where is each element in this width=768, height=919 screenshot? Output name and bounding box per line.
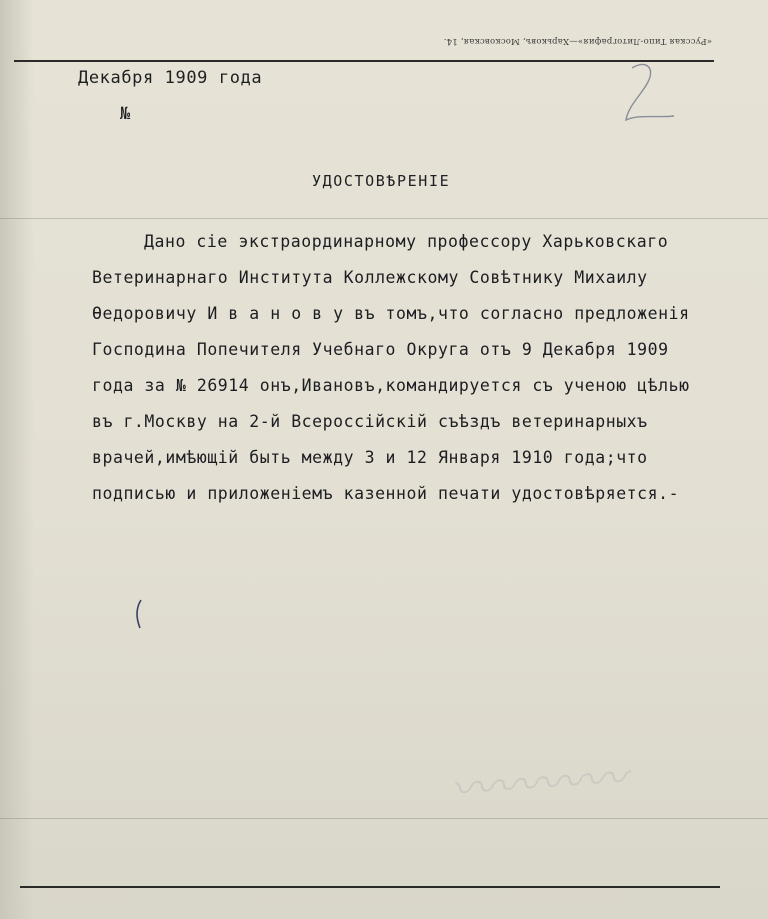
pencil-mark bbox=[618, 58, 682, 130]
bleed-through-signature: 〰〰〰〰 bbox=[448, 752, 628, 817]
body-line: Дано сіе экстраординарному профессору Харьковскаго bbox=[144, 232, 669, 251]
date-line: Декабря 1909 года bbox=[78, 68, 263, 88]
number-label: № bbox=[120, 104, 131, 124]
fold-line-upper bbox=[0, 218, 768, 219]
body-line: подписью и приложеніемъ казенной печати удостовѣряется.- bbox=[92, 484, 680, 503]
document-title: УДОСТОВѢРЕНІЕ bbox=[312, 172, 451, 190]
document-body bbox=[92, 224, 764, 512]
body-line: года за № 26914 онъ,Ивановъ,командируется съ ученою цѣлью bbox=[92, 376, 690, 395]
body-line: Ветеринарнаго Института Коллежскому Совѣтнику Михаилу bbox=[92, 268, 648, 287]
body-line: Ѳедоровичу И в а н о в у въ томъ,что согласно предложенія bbox=[92, 304, 690, 323]
printer-imprint: «Русская Типо-Литография»—Харьковъ, Московская, 14. bbox=[443, 36, 712, 46]
body-line: въ г.Москву на 2-й Всероссійскій съѣздъ ветеринарныхъ bbox=[92, 412, 648, 431]
bottom-rule bbox=[20, 886, 720, 888]
ink-tick-mark bbox=[132, 598, 146, 630]
page-edge-shadow bbox=[0, 0, 34, 919]
fold-line-lower bbox=[0, 818, 768, 819]
top-rule bbox=[14, 60, 714, 62]
body-line: Господина Попечителя Учебнаго Округа отъ 9 Декабря 1909 bbox=[92, 340, 669, 359]
body-line: врачей,имѣющій быть между 3 и 12 Января 1910 года;что bbox=[92, 448, 648, 467]
